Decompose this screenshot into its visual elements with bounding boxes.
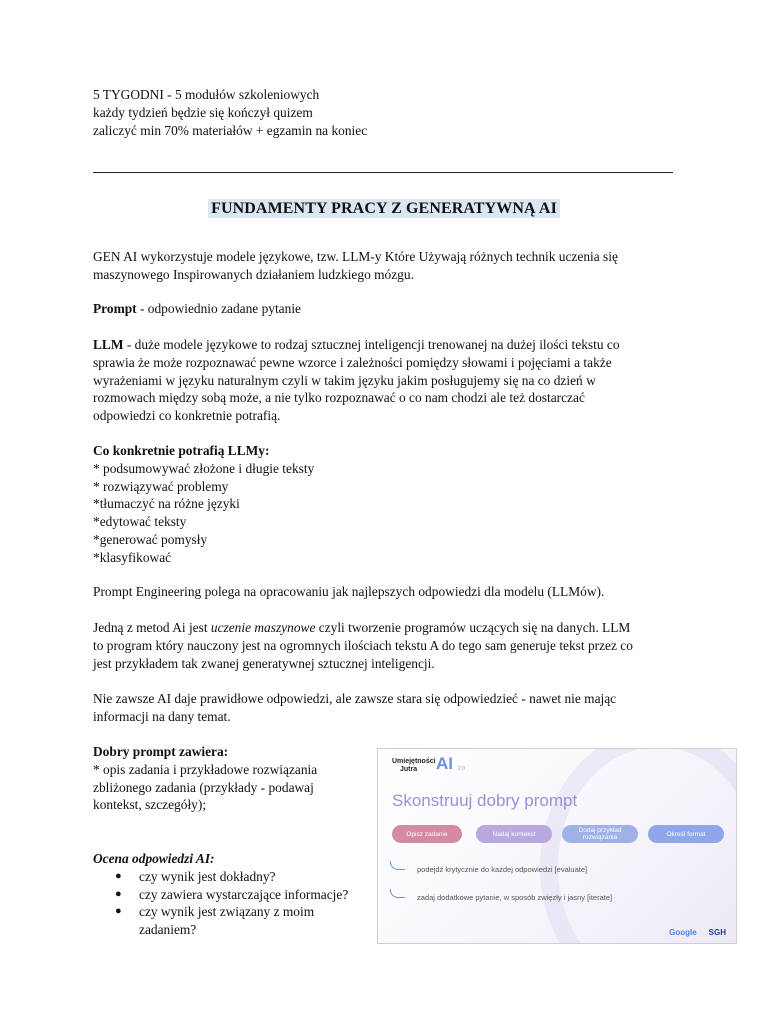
page-title: FUNDAMENTY PRACY Z GENERATYWNĄ AI bbox=[208, 199, 560, 218]
brand-line: Umiejętności bbox=[392, 758, 436, 765]
step-pill: Nadaj kontekst bbox=[476, 825, 552, 843]
capabilities-heading: Co konkretnie potrafią LLMy: bbox=[93, 443, 270, 458]
good-prompt-section bbox=[93, 743, 363, 814]
slide-row-text: zadaj dodatkowe pytanie, w sposób zwięzły i jasny [iterate] bbox=[417, 893, 613, 902]
ml-line: jest przykładem tak zwanej generatywnej sztucznej inteligencji. bbox=[93, 655, 435, 671]
capabilities-section bbox=[93, 442, 693, 567]
capability-item: *klasyfikować bbox=[93, 549, 172, 565]
evaluation-item: ● czy wynik jest związany z moim bbox=[93, 903, 373, 921]
accuracy-paragraph bbox=[93, 690, 693, 726]
evaluation-section bbox=[93, 850, 373, 939]
step-pill: Opisz zadanie bbox=[392, 825, 462, 843]
llm-line: rozmowach między sobą może, a nie tylko rozpoznawać o co nam chodzi ale też dostarczać bbox=[93, 390, 585, 406]
sgh-logo: SGH bbox=[708, 928, 726, 937]
arrow-icon bbox=[390, 861, 405, 870]
slide-steps bbox=[392, 825, 732, 849]
good-prompt-line: zbliżonego zadania (przykłady - podawaj bbox=[93, 779, 314, 795]
prompt-text: - odpowiednio zadane pytanie bbox=[136, 301, 301, 316]
good-prompt-line: * opis zadania i przykładowe rozwiązania bbox=[93, 761, 318, 777]
llm-text: - duże modele językowe to rodzaj sztucznej inteligencji trenowanej na dużej ilości tekstu co bbox=[123, 337, 620, 352]
brand-ai-logo: AI bbox=[436, 754, 453, 773]
evaluation-item-continuation: zadaniem? bbox=[139, 922, 197, 938]
capability-item: *edytować teksty bbox=[93, 514, 187, 530]
capability-item: * podsumowywać złożone i długie teksty bbox=[93, 460, 315, 476]
ml-emphasis: uczenie maszynowe bbox=[210, 620, 316, 635]
llm-definition bbox=[93, 336, 693, 425]
evaluation-item: ● czy wynik jest dokładny? bbox=[93, 868, 373, 886]
ml-text-post: czyli tworzenie programów uczących się na danych. LLM bbox=[315, 620, 631, 635]
intro-line: GEN AI wykorzystuje modele językowe, tzw. LLM-y Które Używają różnych technik uczenia się bbox=[93, 249, 618, 264]
good-prompt-heading: Dobry prompt zawiera: bbox=[93, 744, 229, 759]
llm-line: odpowiedzi co konkretnie potrafią. bbox=[93, 408, 281, 424]
slide-row-text: podejdź krytycznie do każdej odpowiedzi [evaluate] bbox=[417, 865, 588, 874]
step-pill: Dodaj przykład rozwiązania bbox=[562, 825, 638, 843]
header-block bbox=[93, 86, 683, 139]
arrow-icon bbox=[390, 889, 405, 898]
slide-brand bbox=[392, 758, 436, 774]
header-line: każdy tydzień będzie się kończył quizem bbox=[93, 104, 313, 120]
prompt-engineering-paragraph bbox=[93, 583, 693, 601]
capability-item: *tłumaczyć na różne języki bbox=[93, 496, 240, 512]
header-line: 5 TYGODNI - 5 modułów szkoleniowych bbox=[93, 87, 320, 102]
machine-learning-paragraph bbox=[93, 619, 693, 672]
accuracy-line: Nie zawsze AI daje prawidłowe odpowiedzi, ale zawsze stara się odpowiedzieć - nawet nie mając bbox=[93, 691, 617, 706]
llm-term: LLM bbox=[93, 337, 124, 352]
ml-text-pre: Jedną z metod Ai jest bbox=[93, 620, 211, 635]
evaluation-heading: Ocena odpowiedzi AI: bbox=[93, 851, 215, 866]
evaluation-list bbox=[93, 868, 373, 939]
prompt-definition bbox=[93, 300, 693, 318]
slide-row bbox=[390, 861, 587, 874]
slide-image bbox=[377, 748, 737, 944]
header-line: zaliczyć min 70% materiałów + egzamin na koniec bbox=[93, 122, 368, 138]
llm-line: sprawia że może rozpoznawać pewne wzorce i zależności pomiędzy słowami i pojęciami a także bbox=[93, 354, 612, 370]
google-logo: Google bbox=[669, 928, 697, 937]
capability-item: * rozwiązywać problemy bbox=[93, 478, 229, 494]
intro-paragraph bbox=[93, 248, 693, 284]
horizontal-divider bbox=[93, 172, 673, 173]
prompt-engineering-text: Prompt Engineering polega na opracowaniu jak najlepszych odpowiedzi dla modelu (LLMów). bbox=[93, 584, 605, 599]
intro-line: maszynowego Inspirowanych działaniem ludzkiego mózgu. bbox=[93, 266, 414, 282]
evaluation-item: ● czy zawiera wystarczające informacje? bbox=[93, 886, 373, 904]
capability-item: *generować pomysły bbox=[93, 531, 208, 547]
llm-line: wyrażeniami w języku naturalnym czyli w takim języku jakim posługujemy się na co dzień w bbox=[93, 372, 596, 388]
slide-row bbox=[390, 889, 612, 902]
ml-line: to program który nauczony jest na ogromnych ilościach tekstu A do tego sam generuje tekst przez co bbox=[93, 637, 633, 653]
good-prompt-line: kontekst, szczegóły); bbox=[93, 797, 207, 813]
brand-line: Jutra bbox=[400, 766, 418, 773]
accuracy-line: informacji na dany temat. bbox=[93, 708, 231, 724]
step-pill: Określ format bbox=[648, 825, 724, 843]
prompt-term: Prompt bbox=[93, 301, 137, 316]
slide-title: Skonstruuj dobry prompt bbox=[392, 791, 578, 810]
brand-sub: 2.0 bbox=[458, 766, 465, 772]
slide-logos bbox=[669, 928, 726, 937]
page-title-wrap bbox=[0, 200, 768, 218]
